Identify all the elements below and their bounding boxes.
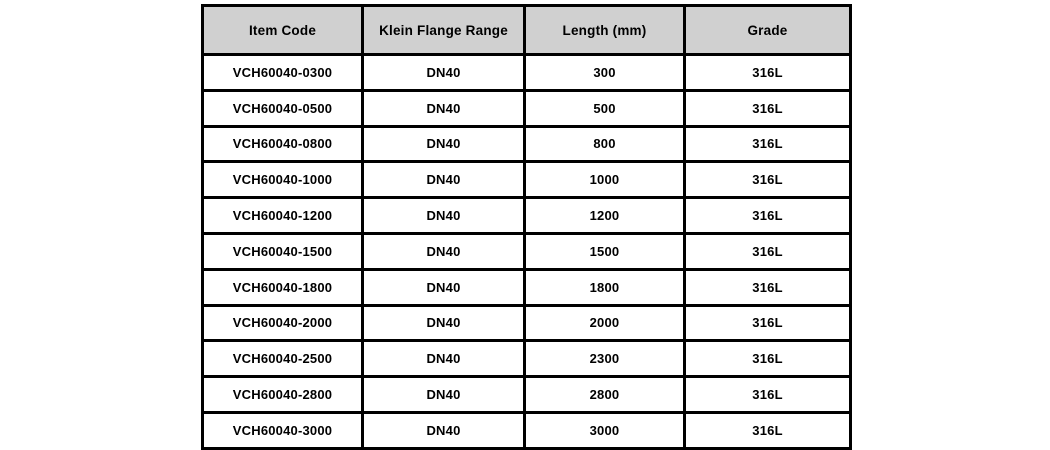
cell-grade: 316L	[685, 126, 851, 162]
table-row	[203, 269, 851, 305]
cell-flange-range: DN40	[363, 412, 525, 448]
cell-item-code: VCH60040-2500	[203, 341, 363, 377]
table-row	[203, 305, 851, 341]
product-spec-table	[201, 4, 852, 450]
cell-grade: 316L	[685, 162, 851, 198]
cell-grade: 316L	[685, 198, 851, 234]
cell-length: 500	[525, 90, 685, 126]
table-row	[203, 412, 851, 448]
table-header-row	[203, 6, 851, 55]
table-row	[203, 126, 851, 162]
table-row	[203, 233, 851, 269]
table-row	[203, 377, 851, 413]
table-row	[203, 198, 851, 234]
cell-flange-range: DN40	[363, 126, 525, 162]
cell-item-code: VCH60040-1800	[203, 269, 363, 305]
cell-grade: 316L	[685, 377, 851, 413]
cell-length: 1500	[525, 233, 685, 269]
column-header-klein-flange-range: Klein Flange Range	[363, 6, 525, 55]
cell-flange-range: DN40	[363, 269, 525, 305]
cell-length: 800	[525, 126, 685, 162]
cell-item-code: VCH60040-3000	[203, 412, 363, 448]
cell-item-code: VCH60040-0500	[203, 90, 363, 126]
column-header-item-code: Item Code	[203, 6, 363, 55]
column-header-grade: Grade	[685, 6, 851, 55]
cell-item-code: VCH60040-1000	[203, 162, 363, 198]
cell-grade: 316L	[685, 233, 851, 269]
cell-length: 3000	[525, 412, 685, 448]
cell-flange-range: DN40	[363, 90, 525, 126]
table-row	[203, 55, 851, 91]
cell-length: 1200	[525, 198, 685, 234]
cell-flange-range: DN40	[363, 377, 525, 413]
cell-grade: 316L	[685, 90, 851, 126]
cell-length: 1000	[525, 162, 685, 198]
cell-flange-range: DN40	[363, 305, 525, 341]
table-row	[203, 162, 851, 198]
cell-flange-range: DN40	[363, 198, 525, 234]
column-header-length: Length (mm)	[525, 6, 685, 55]
cell-length: 1800	[525, 269, 685, 305]
cell-grade: 316L	[685, 412, 851, 448]
cell-flange-range: DN40	[363, 233, 525, 269]
cell-flange-range: DN40	[363, 162, 525, 198]
cell-flange-range: DN40	[363, 341, 525, 377]
table-header	[203, 6, 851, 55]
cell-item-code: VCH60040-2800	[203, 377, 363, 413]
cell-item-code: VCH60040-0800	[203, 126, 363, 162]
table-body	[203, 55, 851, 449]
cell-item-code: VCH60040-1500	[203, 233, 363, 269]
spec-table-container	[201, 4, 849, 450]
cell-grade: 316L	[685, 341, 851, 377]
cell-item-code: VCH60040-2000	[203, 305, 363, 341]
cell-length: 2300	[525, 341, 685, 377]
cell-length: 2000	[525, 305, 685, 341]
table-row	[203, 90, 851, 126]
cell-grade: 316L	[685, 305, 851, 341]
cell-length: 300	[525, 55, 685, 91]
cell-flange-range: DN40	[363, 55, 525, 91]
cell-grade: 316L	[685, 269, 851, 305]
cell-grade: 316L	[685, 55, 851, 91]
cell-length: 2800	[525, 377, 685, 413]
table-row	[203, 341, 851, 377]
cell-item-code: VCH60040-0300	[203, 55, 363, 91]
cell-item-code: VCH60040-1200	[203, 198, 363, 234]
